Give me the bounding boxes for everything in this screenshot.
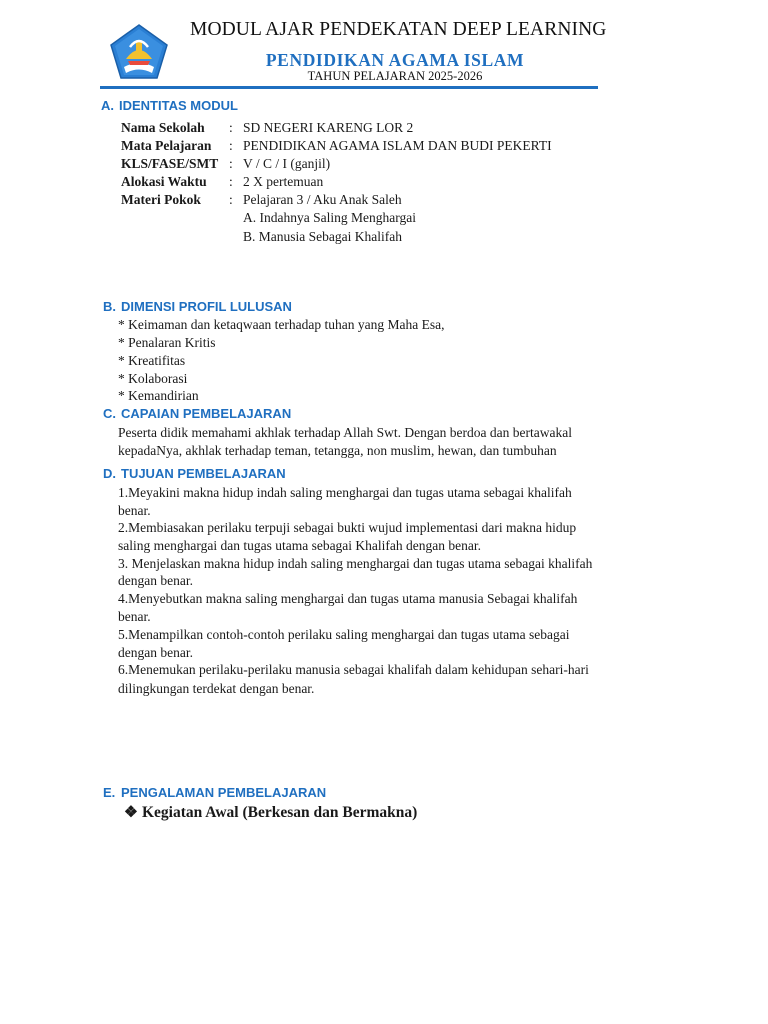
activity-heading bbox=[124, 803, 417, 822]
section-b-heading bbox=[103, 299, 292, 314]
section-b-title: DIMENSI PROFIL LULUSAN bbox=[121, 299, 292, 314]
header-divider bbox=[100, 86, 598, 89]
identity-value-school: SD NEGERI KARENG LOR 2 bbox=[243, 120, 414, 135]
profile-item: * Keimaman dan ketaqwaan terhadap tuhan yang Maha Esa, bbox=[118, 317, 445, 332]
objective-line: benar. bbox=[118, 609, 151, 624]
section-e-letter: E. bbox=[103, 785, 116, 800]
section-c-heading bbox=[103, 406, 291, 421]
section-c-letter: C. bbox=[103, 406, 116, 421]
learning-outcome-line: Peserta didik memahami akhlak terhadap Allah Swt. Dengan berdoa dan bertawakal bbox=[118, 425, 572, 440]
material-item: B. Manusia Sebagai Khalifah bbox=[243, 229, 402, 244]
section-b-letter: B. bbox=[103, 299, 116, 314]
section-d-letter: D. bbox=[103, 466, 116, 481]
diamond-bullet-icon: ❖ bbox=[124, 804, 138, 821]
identity-value-class: V / C / I (ganjil) bbox=[243, 156, 331, 171]
identity-value-time: 2 X pertemuan bbox=[243, 174, 324, 189]
identity-colon: : bbox=[229, 138, 233, 153]
identity-value-subject: PENDIDIKAN AGAMA ISLAM DAN BUDI PEKERTI bbox=[243, 138, 552, 153]
identity-colon: : bbox=[229, 120, 233, 135]
profile-item: * Penalaran Kritis bbox=[118, 335, 216, 350]
objective-line: 5.Menampilkan contoh-contoh perilaku saling menghargai dan tugas utama sebagai bbox=[118, 627, 570, 642]
objective-line: 1.Meyakini makna hidup indah saling menghargai dan tugas utama sebagai khalifah bbox=[118, 485, 572, 500]
identity-label: Nama Sekolah bbox=[121, 120, 205, 135]
identity-colon: : bbox=[229, 192, 233, 207]
section-a-letter: A. bbox=[101, 98, 114, 113]
objective-line: 4.Menyebutkan makna saling menghargai dan tugas utama manusia Sebagai khalifah bbox=[118, 591, 578, 606]
identity-colon: : bbox=[229, 174, 233, 189]
subject-title: PENDIDIKAN AGAMA ISLAM bbox=[265, 50, 525, 70]
academic-year: TAHUN PELAJARAN 2025-2026 bbox=[307, 69, 483, 83]
identity-label: Mata Pelajaran bbox=[121, 138, 212, 153]
section-d-heading bbox=[103, 466, 286, 481]
identity-label: Materi Pokok bbox=[121, 192, 201, 207]
material-item: A. Indahnya Saling Menghargai bbox=[243, 210, 416, 225]
section-d-title: TUJUAN PEMBELAJARAN bbox=[121, 466, 286, 481]
objective-line: dengan benar. bbox=[118, 573, 193, 588]
objective-line: saling menghargai dan tugas utama sebagai Khalifah dengan benar. bbox=[118, 538, 482, 553]
identity-colon: : bbox=[229, 156, 233, 171]
document-title: MODUL AJAR PENDEKATAN DEEP LEARNING bbox=[190, 19, 607, 40]
objective-line: dengan benar. bbox=[118, 645, 193, 660]
section-a-title: IDENTITAS MODUL bbox=[119, 98, 238, 113]
activity-heading-text: Kegiatan Awal (Berkesan dan Bermakna) bbox=[142, 804, 418, 821]
profile-item: * Kreatifitas bbox=[118, 353, 186, 368]
profile-item: * Kolaborasi bbox=[118, 371, 188, 386]
objective-line: 3. Menjelaskan makna hidup indah saling menghargai dan tugas utama sebagai khalifah bbox=[118, 556, 593, 571]
tut-wuri-handayani-logo-icon bbox=[108, 23, 170, 81]
learning-outcome-line: kepadaNya, akhlak terhadap teman, tetangga, non muslim, hewan, dan tumbuhan bbox=[118, 443, 557, 458]
section-c-title: CAPAIAN PEMBELAJARAN bbox=[121, 406, 292, 421]
identity-label: Alokasi Waktu bbox=[121, 174, 207, 189]
section-a-heading bbox=[101, 98, 238, 113]
identity-label: KLS/FASE/SMT bbox=[121, 156, 219, 171]
objective-line: benar. bbox=[118, 503, 151, 518]
identity-value-material: Pelajaran 3 / Aku Anak Saleh bbox=[243, 192, 402, 207]
section-e-title: PENGALAMAN PEMBELAJARAN bbox=[121, 785, 327, 800]
objective-line: 2.Membiasakan perilaku terpuji sebagai bukti wujud implementasi dari makna hidup bbox=[118, 520, 577, 535]
profile-item: * Kemandirian bbox=[118, 388, 199, 403]
section-e-heading bbox=[103, 785, 326, 800]
objective-line: dilingkungan terdekat dengan benar. bbox=[118, 681, 315, 696]
objective-line: 6.Menemukan perilaku-perilaku manusia sebagai khalifah dalam kehidupan sehari-hari bbox=[118, 662, 589, 677]
